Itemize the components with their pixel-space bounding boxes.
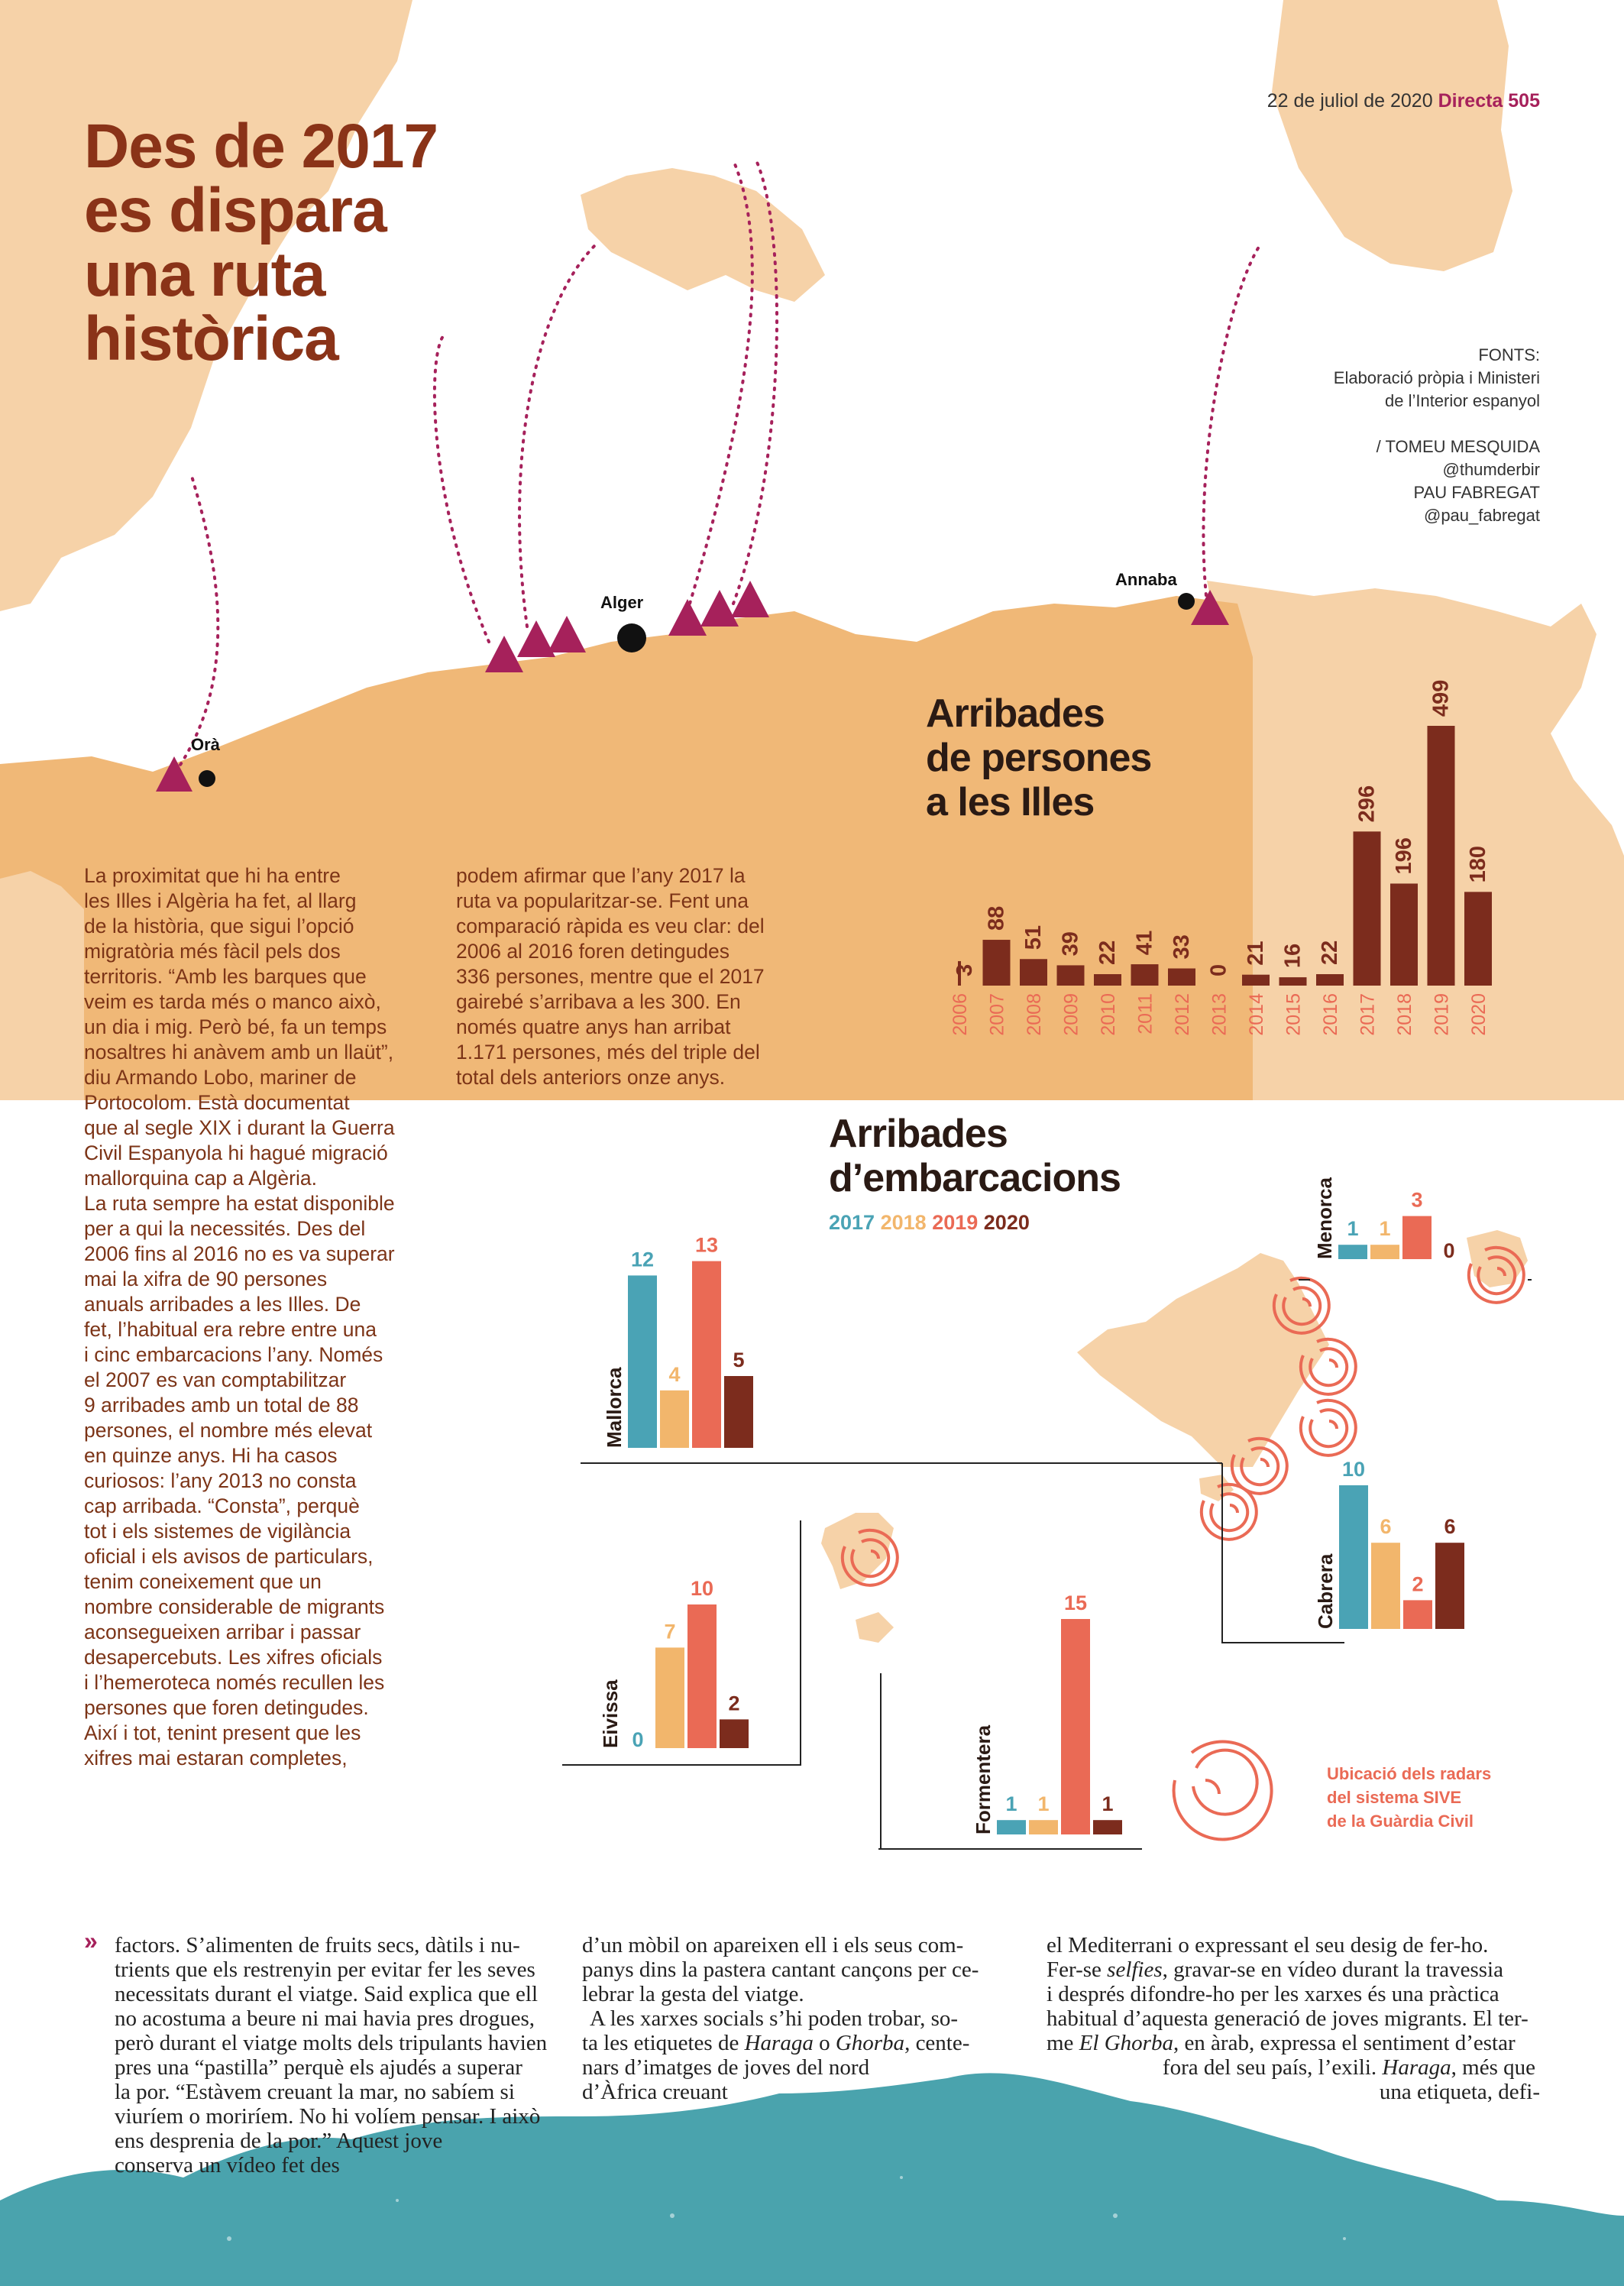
text-line: nosaltres hi anàvem amb un llaüt”, [84,1041,394,1064]
value-label: 1 [1005,1792,1017,1816]
text-line: panys dins la pastera cantant cançons per ce- [582,1957,979,1982]
text-line: necessitats durant el viatge. Said explica que ell [115,1982,539,2006]
bar-eivissa-2018 [655,1647,684,1748]
value-label: 1 [1379,1217,1391,1241]
text-line: Civil Espanyola hi hagué migració [84,1141,388,1164]
year-tick-label: 2013 [1208,993,1231,1036]
value-label: 10 [690,1577,714,1600]
bar-cabrera-2018 [1371,1543,1400,1629]
value-label: 51 [1021,924,1046,950]
text-line: i després difondre-ho per les xarxes és una pràctica [1047,1982,1499,2006]
value-label: 3 [953,963,977,976]
legend-2018: 2018 [880,1211,927,1234]
legend-2019: 2019 [932,1211,979,1234]
text-line: un dia i mig. Però bé, fa un temps [84,1015,387,1038]
legend-2020: 2020 [983,1211,1030,1234]
year-tick-label: 2011 [1134,993,1157,1035]
sources-line: FONTS: [1478,345,1540,364]
text-line: però durant el viatge molts dels tripulants havien [115,2031,548,2055]
text-line: ens desprenia de la por.” Aquest jove [115,2129,443,2153]
text-line: territoris. “Amb les barques que [84,965,367,988]
text-line: Portocolom. Està documentat [84,1091,350,1114]
text-line: La proximitat que hi ha entre [84,864,341,887]
text-line: fet, l’habitual era rebre entre una [84,1318,377,1341]
text-line: i cinc embarcacions l’any. Només [84,1343,383,1366]
year-tick-label: 2018 [1394,993,1415,1036]
radar-legend-line: del sistema SIVE [1327,1788,1462,1807]
text-line: per a qui la necessités. Des del [84,1217,366,1240]
text-line: nombre considerable de migrants [84,1595,385,1618]
value-label: 15 [1063,1591,1088,1614]
value-label: 6 [1444,1515,1456,1539]
text-line: desapercebuts. Les xifres oficials [84,1646,383,1669]
value-label: 39 [1058,931,1083,957]
continuation-mark: » [84,1927,98,1954]
text-line: curiosos: l’any 2013 no consta [84,1469,357,1492]
text-line: només quatre anys han arribat [456,1015,731,1038]
value-label: 196 [1392,837,1416,875]
value-label: 7 [664,1620,676,1643]
text-line: 2006 fins al 2016 no es va superar [84,1242,395,1265]
text-line: el Mediterrani o expressant el seu desig de fer-ho. [1047,1933,1489,1957]
bar-mallorca-2017 [628,1275,657,1448]
sources-line: Elaboració pròpia i Ministeri [1333,368,1540,387]
bar-mallorca-2018 [660,1391,689,1448]
island-label-eivissa: Eivissa [599,1679,622,1748]
value-label: 10 [1341,1458,1366,1481]
text-line: aconsegueixen arribar i passar [84,1621,361,1643]
value-label: 22 [1095,940,1120,966]
radar-legend-line: de la Guàrdia Civil [1327,1812,1474,1831]
text-line: veim es tarda més o manco això, [84,990,381,1013]
text-line: persones, el nombre més elevat [84,1419,373,1442]
city-label-ora: Orà [191,735,220,754]
value-label: 1 [1347,1217,1359,1241]
text-line: la por. “Estàvem creuant la mar, no sabíem si [115,2080,515,2104]
city-label-alger: Alger [600,593,644,612]
sources-line: de l’Interior espanyol [1384,391,1540,410]
bar-formentera-2019 [1061,1619,1090,1834]
bar-formentera-2020 [1093,1820,1122,1834]
radar-legend-line: Ubicació dels radars [1327,1764,1492,1783]
island-label-mallorca: Mallorca [603,1367,626,1448]
value-label: 6 [1380,1515,1392,1539]
text-line: podem afirmar que l’any 2017 la [456,864,746,887]
value-label: 4 [668,1362,681,1386]
island-label-cabrera: Cabrera [1314,1553,1337,1629]
text-line: tot i els sistemes de vigilància [84,1520,351,1543]
year-tick-label: 2012 [1172,993,1193,1036]
year-tick-label: 2014 [1246,993,1267,1036]
bar-mallorca-2019 [692,1261,721,1448]
year-tick-label: 2017 [1357,993,1379,1036]
value-label: 88 [984,905,1009,931]
island-label-formentera: Formentera [972,1724,995,1834]
bar-cabrera-2019 [1403,1600,1432,1629]
text-line: Fer-se selfies, gravar-se en vídeo durant la travessia [1047,1957,1503,1982]
text-line: trients que els restrenyin per evitar fer les seves [115,1957,535,1982]
value-label: 13 [694,1233,719,1257]
bar-cabrera-2020 [1435,1543,1464,1629]
text-line: pres una “pastilla” perquè els ajudés a superar [115,2055,522,2080]
chart-title-line: Arribades [829,1112,1008,1156]
year-tick-label: 2009 [1060,993,1082,1036]
article-col1 [115,1933,547,2178]
text-line: oficial i els avisos de particulars, [84,1545,374,1568]
text-line: 9 arribades amb un total de 88 [84,1394,359,1417]
bar-menorca-2019 [1402,1216,1432,1259]
title-line: es dispara [84,176,387,245]
text-line: viuríem o moriríem. No hi volíem pensar. I això [115,2104,541,2129]
year-tick-label: 2019 [1431,993,1453,1036]
value-label: 2 [1412,1572,1424,1596]
value-label: 2 [728,1692,740,1715]
year-tick-label: 2007 [986,993,1008,1036]
publication-name: Directa 505 [1438,90,1540,112]
text-line: La ruta sempre ha estat disponible [84,1192,395,1215]
bar-menorca-2018 [1370,1245,1399,1259]
text-line: mai la xifra de 90 persones [84,1268,328,1290]
value-label: 0 [1443,1239,1455,1262]
chart-title-line: Arribades [926,691,1105,736]
sources-line: / TOMEU MESQUIDA [1376,437,1540,456]
text-line: i l’hemeroteca només recullen les [84,1671,385,1694]
text-line: A les xarxes socials s’hi poden trobar, so- [590,2006,959,2031]
bar-formentera-2018 [1029,1820,1058,1834]
text-line: 336 persones, mentre que el 2017 [456,965,765,988]
year-tick-label: 2008 [1024,993,1045,1036]
bar-menorca-2017 [1338,1245,1367,1259]
value-label: 180 [1466,845,1490,883]
chart-title-line: de persones [926,736,1152,780]
text-line: tenim coneixement que un [84,1570,322,1593]
legend-2017: 2017 [829,1211,875,1234]
text-line: migratòria més fàcil pels dos [84,940,341,963]
value-label: 41 [1132,930,1157,956]
bar-eivissa-2020 [720,1719,749,1748]
value-label: 3 [1411,1188,1423,1212]
article-col3 [1047,1933,1540,2104]
bar-cabrera-2017 [1339,1485,1368,1629]
text-line: xifres mai estaran completes, [84,1747,348,1770]
chart-title-line: d’embarcacions [829,1156,1121,1200]
sources-line: PAU FABREGAT [1413,483,1540,502]
text-line: lebrar la gesta del viatge. [582,1982,804,2006]
value-label: 1 [1037,1792,1050,1816]
year-tick-label: 2015 [1283,993,1305,1036]
sources-line: @pau_fabregat [1423,506,1540,525]
text-line: el 2007 es van comptabilitzar [84,1368,347,1391]
text-line: factors. S’alimenten de fruits secs, dàtils i nu- [115,1933,520,1957]
text-line: conserva un vídeo fet des [115,2153,340,2178]
text-line: mallorquina cap a Algèria. [84,1167,317,1190]
value-label: 33 [1169,934,1194,960]
year-tick-label: 2020 [1468,993,1490,1036]
title-line: Des de 2017 [84,112,438,181]
text-line: me El Ghorba, en àrab, expressa el sentiment d’estar [1047,2031,1516,2055]
year-tick-label: 2010 [1098,993,1119,1036]
sources-line: @thumderbir [1442,460,1540,479]
text-line: d’Àfrica creuant [582,2080,728,2104]
bar-mallorca-2020 [724,1376,753,1448]
value-label: 296 [1354,785,1380,823]
text-line: nars d’imatges de joves del nord [582,2055,870,2080]
article-col2 [582,1933,979,2104]
title-line: històrica [84,304,338,374]
text-line: que al segle XIX i durant la Guerra [84,1116,395,1139]
year-tick-label: 2016 [1320,993,1341,1036]
text-line: gairebé s’arribava a les 300. En [456,990,741,1013]
text-line: les Illes i Algèria ha fet, al llarg [84,889,357,912]
issue-date: 22 de juliol de 2020 [1267,90,1433,112]
value-label: 21 [1244,941,1268,966]
text-line: persones que foren detingudes. [84,1696,369,1719]
value-label: 12 [630,1248,655,1271]
text-line: comparació ràpida es veu clar: del [456,915,765,937]
value-label: 1 [1102,1792,1114,1816]
value-label: 0 [1206,963,1231,976]
text-line: anuals arribades a les Illes. De [84,1293,361,1316]
value-label: 0 [632,1728,644,1751]
value-label: 16 [1280,943,1305,969]
title-line: una ruta [84,240,325,309]
text-line: d’un mòbil on apareixen ell i els seus com- [582,1933,964,1957]
year-tick-label: 2006 [949,993,971,1036]
text-line: una etiqueta, defi- [1379,2080,1540,2104]
value-label: 22 [1318,940,1342,966]
text-line: de la història, que sigui l’opció [84,915,354,937]
city-label-annaba: Annaba [1115,570,1177,589]
text-line: total dels anteriors onze anys. [456,1066,726,1089]
text-line: ta les etiquetes de Haraga o Ghorba, cente- [582,2031,970,2055]
text-line: ruta va popularitzar-se. Fent una [456,889,749,912]
value-label: 5 [733,1349,745,1371]
text-line: cap arribada. “Consta”, perquè [84,1494,360,1517]
chart-title-line: a les Illes [926,780,1095,824]
bar-eivissa-2019 [687,1604,717,1748]
value-label: 499 [1428,679,1454,717]
text-line: en quinze anys. Hi ha casos [84,1444,338,1467]
text-line: no acostuma a beure ni mai havia pres drogues, [115,2006,535,2031]
text-line: habitual d’aquesta generació de joves migrants. El ter- [1047,2006,1529,2031]
radar-legend [1327,1762,1491,1833]
text-line: diu Armando Lobo, mariner de [84,1066,357,1089]
text-line: fora del seu país, l’exili. Haraga, més que [1162,2055,1535,2080]
text-line: Així i tot, tenint present que les [84,1721,361,1744]
island-label-menorca: Menorca [1313,1177,1336,1259]
text-line: 2006 al 2016 foren detingudes [456,940,730,963]
bar-formentera-2017 [997,1820,1026,1834]
text-line: 1.171 persones, més del triple del [456,1041,760,1064]
